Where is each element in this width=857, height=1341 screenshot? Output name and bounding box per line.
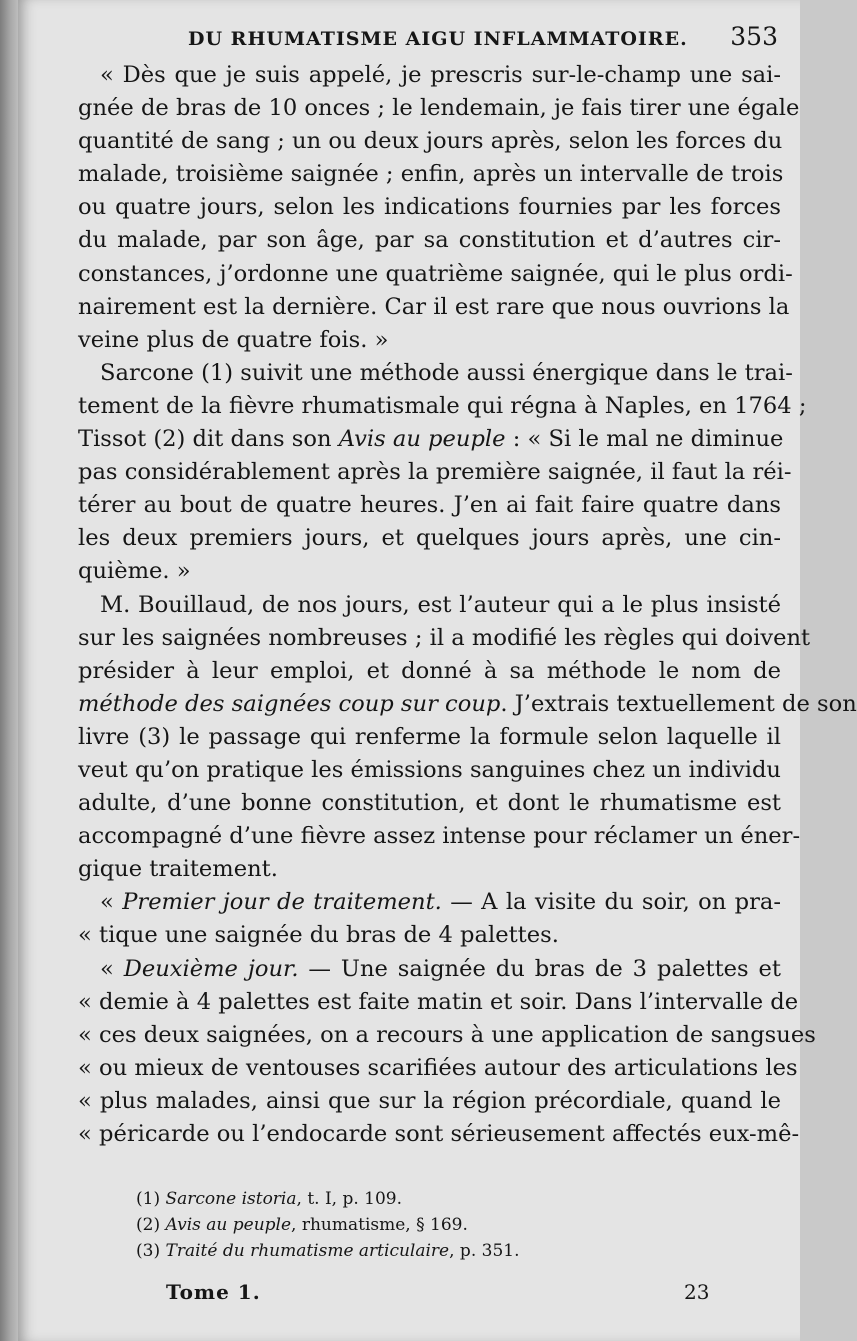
- footnote-title: Sarcone istoria: [165, 1189, 297, 1209]
- text-line: sur les saignées nombreuses ; il a modifié les règles qui doivent: [78, 624, 811, 651]
- footnote-mark: (1): [136, 1189, 161, 1209]
- text-line: ou quatre jours, selon les indications fournies par les forces: [78, 194, 781, 221]
- text-line: M. Bouillaud, de nos jours, est l’auteur qui a le plus insisté: [100, 591, 781, 618]
- signature-mark: Tome 1.: [166, 1280, 261, 1304]
- text-line: du malade, par son âge, par sa constitution et d’autres cir-: [78, 227, 781, 254]
- footnote-title: Traité du rhumatisme articulaire: [165, 1241, 450, 1261]
- text-run: «: [100, 889, 123, 916]
- book-page: [18, 0, 857, 1341]
- footnote-mark: (3): [136, 1241, 161, 1261]
- text-line: pas considérablement après la première saignée, il faut la réi-: [78, 459, 792, 486]
- text-line: quantité de sang ; un ou deux jours après, selon les forces du: [78, 128, 783, 155]
- italic-title: Avis au peuple: [338, 426, 506, 453]
- text-line: tement de la fièvre rhumatismale qui régna à Naples, en 1764 ;: [78, 392, 807, 419]
- text-line: constances, j’ordonne une quatrième saignée, qui le plus ordi-: [78, 260, 793, 287]
- text-line: [78, 423, 784, 456]
- text-run: Tissot (2) dit dans son: [78, 426, 332, 453]
- text-run: — A la visite du soir, on pra-: [441, 889, 782, 916]
- text-line: [78, 953, 781, 986]
- text-line: térer au bout de quatre heures. J’en ai fait faire quatre dans: [78, 492, 781, 519]
- footnote: [136, 1186, 736, 1212]
- footnotes: [136, 1186, 736, 1264]
- running-title: DU RHUMATISME AIGU INFLAMMATOIRE.: [188, 28, 688, 50]
- text-line: Sarcone (1) suivit une méthode aussi énergique dans le trai-: [100, 359, 793, 386]
- text-run: : « Si le mal ne diminue: [505, 426, 784, 453]
- text-line: nairement est la dernière. Car il est rare que nous ouvrions la: [78, 293, 790, 320]
- footnote-title: Avis au peuple: [165, 1215, 292, 1235]
- text-line: les deux premiers jours, et quelques jours après, une cin-: [78, 525, 781, 552]
- text-line: « ces deux saignées, on a recours à une application de sangsues: [78, 1021, 816, 1048]
- footnote: [136, 1238, 736, 1264]
- text-line: accompagné d’une fièvre assez intense pour réclamer un éner-: [78, 823, 801, 850]
- page-number: 353: [730, 22, 778, 51]
- text-run: . J’extrais textuellement de son: [500, 690, 857, 717]
- text-line: livre (3) le passage qui renferme la formule selon laquelle il: [78, 723, 781, 750]
- italic-heading: Deuxième jour.: [123, 955, 299, 982]
- italic-heading: Premier jour de traitement.: [122, 889, 442, 916]
- footnote: [136, 1212, 736, 1238]
- text-line: « demie à 4 palettes est faite matin et soir. Dans l’intervalle de: [78, 988, 799, 1015]
- text-line: « Dès que je suis appelé, je prescris sur-le-champ une sai-: [100, 62, 781, 88]
- text-line: « plus malades, ainsi que sur la région précordiale, quand le: [78, 1087, 781, 1114]
- sheet-number: 23: [684, 1280, 710, 1304]
- text-line: gique traitement.: [78, 856, 278, 883]
- text-line: « péricarde ou l’endocarde sont sérieusement affectés eux-mê-: [78, 1121, 800, 1147]
- binding-gutter: [0, 0, 18, 1341]
- text-line: adulte, d’une bonne constitution, et dont le rhumatisme est: [78, 790, 781, 817]
- text-line: veine plus de quatre fois. »: [78, 326, 389, 353]
- text-line: « tique une saignée du bras de 4 palettes.: [78, 922, 559, 949]
- text-run: — Une saignée du bras de 3 palettes et: [298, 955, 781, 982]
- footnote-text: , p. 351.: [449, 1241, 520, 1261]
- text-run: «: [100, 955, 124, 982]
- text-line: quième. »: [78, 558, 191, 585]
- text-line: gnée de bras de 10 onces ; le lendemain, je fais tirer une égale: [78, 95, 800, 122]
- text-line: [78, 688, 857, 721]
- footnote-mark: (2): [136, 1215, 161, 1235]
- running-head: [138, 22, 778, 52]
- text-line: présider à leur emploi, et donné à sa méthode le nom de: [78, 657, 781, 684]
- footnote-text: , rhumatisme, § 169.: [291, 1215, 468, 1235]
- body-text: [78, 59, 857, 1151]
- text-line: malade, troisième saignée ; enfin, après un intervalle de trois: [78, 161, 784, 188]
- text-line: veut qu’on pratique les émissions sanguines chez un individu: [78, 756, 781, 783]
- footnote-text: , t. I, p. 109.: [296, 1189, 403, 1209]
- text-line: « ou mieux de ventouses scarifiées autour des articulations les: [78, 1054, 798, 1081]
- italic-title: méthode des saignées coup sur coup: [78, 690, 501, 717]
- text-line: [78, 886, 781, 919]
